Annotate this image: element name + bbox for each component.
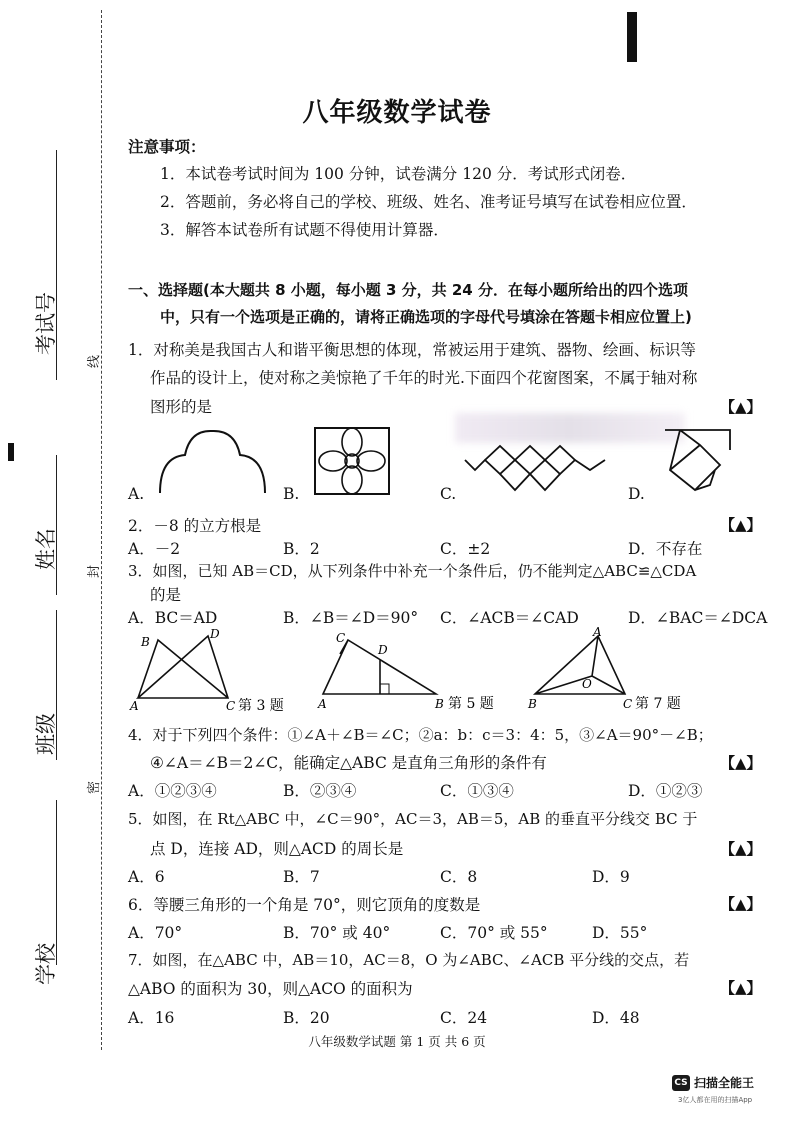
fig5-label-d: D: [378, 643, 388, 657]
q3-option-b: B．∠B＝∠D＝90°: [283, 609, 419, 627]
school-label: 学校: [34, 943, 58, 985]
q3-line1: 3．如图，已知 AB＝CD，从下列条件中补充一个条件后，仍不能判定△ABC≌△CDA: [128, 562, 697, 580]
q4-option-a: A．①②③④: [128, 782, 217, 800]
name-line: [56, 455, 57, 595]
fig3-label-c: C: [226, 699, 236, 713]
scanner-logo-icon: CS: [672, 1075, 690, 1091]
q3-option-c: C．∠ACB＝∠CAD: [440, 609, 579, 627]
q2-option-d: D．不存在: [628, 540, 703, 558]
q5-option-d: D．9: [592, 868, 630, 886]
q2-option-b: B．2: [283, 540, 320, 558]
scanner-watermark: [672, 1074, 754, 1091]
q1-line2: 作品的设计上，使对称之美惊艳了千年的时光.下面四个花窗图案，不属于轴对称: [150, 369, 698, 387]
q6-stem: 6．等腰三角形的一个角是 70°，则它顶角的度数是: [128, 896, 481, 914]
q7-option-d: D．48: [592, 1009, 640, 1027]
q4-line2: ④∠A＝∠B＝2∠C，能确定△ABC 是直角三角形的条件有: [150, 754, 547, 772]
q1-option-b: B.: [283, 485, 300, 503]
q4-option-b: B．②③④: [283, 782, 357, 800]
q1-option-d: D.: [628, 485, 645, 503]
q7-option-b: B．20: [283, 1009, 330, 1027]
q7-line2: △ABO 的面积为 30，则△ACO 的面积为: [128, 980, 413, 998]
q6-option-a: A．70°: [128, 924, 183, 942]
fig3-label-b: B: [141, 635, 150, 649]
q7-line1: 7．如图，在△ABC 中，AB＝10，AC＝8，O 为∠ABC、∠ACB 平分线的交点，若: [128, 951, 690, 969]
fig3-label-d: D: [210, 627, 220, 641]
q3-option-d: D．∠BAC＝∠DCA: [628, 609, 768, 627]
q6-option-d: D．55°: [592, 924, 648, 942]
q1-answer-mark: 【▲】: [720, 398, 762, 416]
seal-char-secret: 密: [87, 780, 103, 795]
school-line: [56, 800, 57, 965]
q2-option-c: C．±2: [440, 540, 491, 558]
figure-q5: [318, 628, 528, 713]
figure-q7: [528, 625, 700, 713]
q5-option-c: C．8: [440, 868, 478, 886]
notice-item-1: 1．本试卷考试时间为 100 分钟，试卷满分 120 分．考试形式闭卷．: [160, 165, 637, 183]
fig5-label-a: A: [318, 697, 327, 711]
q1-figure-c: [460, 440, 610, 495]
q1-figure-a: [155, 425, 270, 497]
smudge: [455, 413, 685, 443]
q1-line3: 图形的是: [150, 398, 213, 416]
scanner-tagline: 3亿人都在用的扫描App: [678, 1096, 753, 1104]
notice-heading: 注意事项：: [128, 138, 206, 156]
seal-char-seal: 封: [87, 564, 103, 579]
q2-answer-mark: 【▲】: [720, 516, 762, 534]
fig7-label-a: A: [593, 625, 602, 639]
scanner-name: 扫描全能王: [694, 1076, 755, 1090]
seal-char-line: 线: [87, 354, 103, 369]
fig7-label-c: C: [623, 697, 633, 711]
notice-item-2: 2．答题前，务必将自己的学校、班级、姓名、准考证号填写在试卷相应位置．: [160, 193, 697, 211]
exam-no-label: 考试号: [34, 292, 58, 355]
page-title: 八年级数学试卷: [302, 98, 492, 128]
q7-option-c: C．24: [440, 1009, 488, 1027]
class-label: 班级: [34, 713, 58, 755]
fig5-label-c: C: [336, 631, 346, 645]
q1-line1: 1．对称美是我国古人和谐平衡思想的体现，常被运用于建筑、器物、绘画、标识等: [128, 341, 696, 359]
q1-option-c: C.: [440, 485, 457, 503]
q6-option-c: C．70° 或 55°: [440, 924, 548, 942]
q5-line1: 5．如图，在 Rt△ABC 中，∠C＝90°，AC＝3，AB＝5，AB 的垂直平分线交 BC 于: [128, 810, 698, 828]
notice-item-3: 3．解答本试卷所有试题不得使用计算器．: [160, 221, 449, 239]
q5-answer-mark: 【▲】: [720, 840, 762, 858]
q4-option-d: D．①②③: [628, 782, 703, 800]
q4-line1: 4．对于下列四个条件：①∠A＋∠B＝∠C；②a：b：c＝3：4：5，③∠A＝90°－∠B；: [128, 726, 713, 744]
section-heading-1: 一、选择题(本大题共 8 小题，每小题 3 分，共 24 分．在每小题所给出的四个选项: [128, 281, 688, 299]
q2-option-a: A．－2: [128, 540, 181, 558]
q5-line2: 点 D，连接 AD，则△ACD 的周长是: [150, 840, 404, 858]
q1-figure-d: [660, 425, 740, 497]
q5-option-b: B．7: [283, 868, 320, 886]
q1-figure-b: [312, 425, 392, 497]
fig7-caption: 第 7 题: [635, 696, 681, 712]
scan-mark-left: [8, 443, 14, 461]
q4-answer-mark: 【▲】: [720, 754, 762, 772]
name-label: 姓名: [34, 528, 58, 570]
q2-stem: 2．－8 的立方根是: [128, 517, 262, 535]
section-heading-2: 中，只有一个选项是正确的，请将正确选项的字母代号填涂在答题卡相应位置上): [160, 308, 692, 326]
fig7-label-b: B: [528, 697, 537, 711]
q7-option-a: A．16: [128, 1009, 175, 1027]
q3-option-a: A．BC＝AD: [128, 609, 218, 627]
scan-mark: [627, 12, 637, 62]
figure-q3: [128, 628, 328, 713]
q3-line2: 的是: [150, 586, 182, 604]
fig3-label-a: A: [130, 699, 139, 713]
q6-option-b: B．70° 或 40°: [283, 924, 391, 942]
fig7-label-o: O: [582, 677, 592, 691]
seal-line: [101, 10, 102, 1050]
page-footer: 八年级数学试题 第 1 页 共 6 页: [308, 1034, 486, 1049]
q5-option-a: A．6: [128, 868, 165, 886]
q6-answer-mark: 【▲】: [720, 895, 762, 913]
q1-option-a: A.: [128, 485, 145, 503]
fig3-caption: 第 3 题: [238, 698, 284, 714]
q4-option-c: C．①③④: [440, 782, 514, 800]
fig5-label-b: B: [435, 697, 444, 711]
fig5-caption: 第 5 题: [448, 696, 494, 712]
q7-answer-mark: 【▲】: [720, 979, 762, 997]
